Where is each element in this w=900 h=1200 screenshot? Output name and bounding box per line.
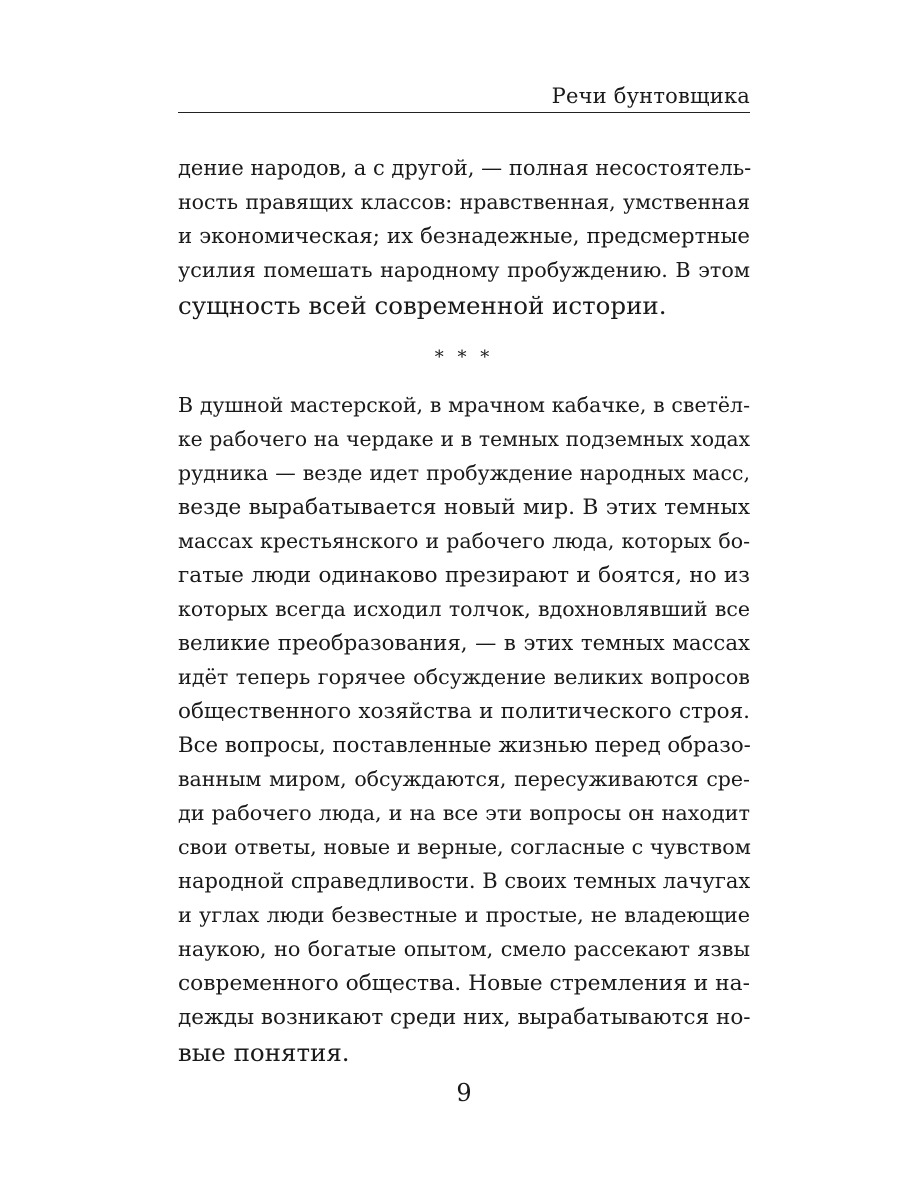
text-line: вые понятия. xyxy=(178,1038,350,1067)
text-line: великие преобразования, — в этих темных массах xyxy=(178,631,750,656)
text-line: везде вырабатывается новый мир. В этих темных xyxy=(178,495,750,520)
header-rule xyxy=(178,112,750,113)
text-line: усилия помешать народному пробуждению. В этом xyxy=(178,258,750,282)
text-line: В душной мастерской, в мрачном кабачке, в светёл- xyxy=(178,393,750,417)
text-line: свои ответы, новые и верные, согласные с чувством xyxy=(178,835,751,859)
text-line: ди рабочего люда, и на все эти вопросы он находит xyxy=(178,801,750,825)
section-separator: * * * xyxy=(434,347,494,368)
text-line: дение народов, а с другой, — полная несостоятель- xyxy=(178,156,752,180)
text-line: сущность всей современной истории. xyxy=(178,291,667,320)
text-line: рудника — везде идет пробуждение народных масс, xyxy=(178,461,750,485)
text-line: и углах люди безвестные и простые, не владеющие xyxy=(178,903,750,927)
text-line: дежды возникают среди них, вырабатываются но- xyxy=(178,1005,751,1030)
text-line: общественного хозяйства и политического строя. xyxy=(178,699,750,724)
text-line: Все вопросы, поставленные жизнью перед образо- xyxy=(178,733,751,758)
page-number: 9 xyxy=(456,1079,472,1107)
text-line: ванным миром, обсуждаются, пересуживаются сре- xyxy=(178,767,750,791)
text-line: ность правящих классов: нравственная, умственная xyxy=(178,190,750,214)
text-line: ке рабочего на чердаке и в темных подземных ходах xyxy=(178,427,750,451)
text-line: современного общества. Новые стремления и на- xyxy=(178,971,750,996)
text-line: и экономическая; их безнадежные, предсмертные xyxy=(178,224,750,249)
text-line: гатые люди одинаково презирают и боятся, но из xyxy=(178,563,750,588)
text-line: наукою, но богатые опытом, смело рассекают язвы xyxy=(178,937,750,961)
text-line: которых всегда исходил толчок, вдохновлявший все xyxy=(178,597,750,621)
text-line: народной справедливости. В своих темных лачугах xyxy=(178,869,751,893)
text-line: идёт теперь горячее обсуждение великих вопросов xyxy=(178,665,750,689)
text-line: массах крестьянского и рабочего люда, которых бо- xyxy=(178,529,750,553)
running-head: Речи бунтовщика xyxy=(551,84,750,108)
